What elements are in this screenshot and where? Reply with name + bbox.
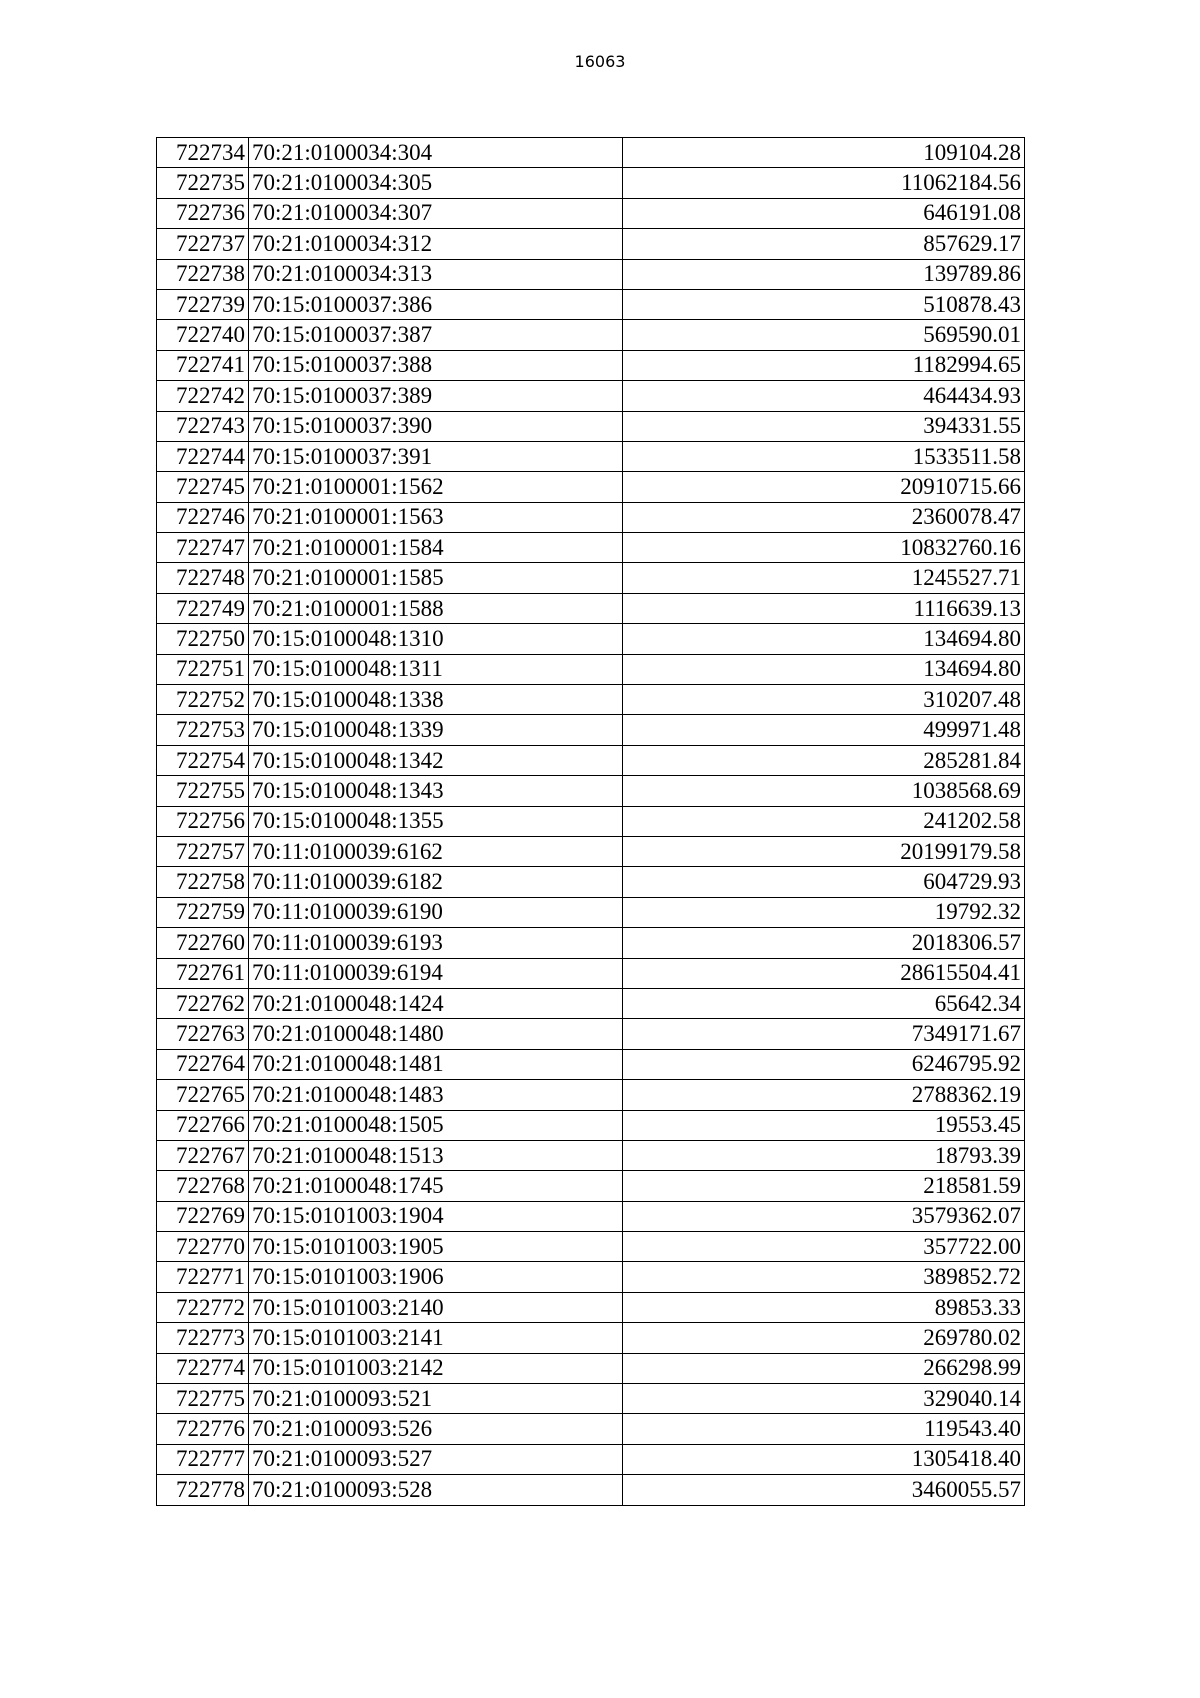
cadastral-number-cell: 70:21:0100001:1588 bbox=[249, 593, 623, 623]
table-row bbox=[157, 897, 1025, 927]
cadastral-number-cell: 70:21:0100034:312 bbox=[249, 229, 623, 259]
value-cell: 1116639.13 bbox=[623, 593, 1025, 623]
row-number-cell: 722759 bbox=[157, 897, 249, 927]
value-cell: 569590.01 bbox=[623, 320, 1025, 350]
row-number-cell: 722745 bbox=[157, 472, 249, 502]
cadastral-number-cell: 70:21:0100048:1480 bbox=[249, 1019, 623, 1049]
table-row bbox=[157, 1414, 1025, 1444]
row-number-cell: 722736 bbox=[157, 198, 249, 228]
cadastral-number-cell: 70:15:0100048:1338 bbox=[249, 685, 623, 715]
value-cell: 604729.93 bbox=[623, 867, 1025, 897]
cadastral-number-cell: 70:15:0100048:1310 bbox=[249, 624, 623, 654]
value-cell: 285281.84 bbox=[623, 745, 1025, 775]
cadastral-number-cell: 70:15:0101003:1904 bbox=[249, 1201, 623, 1231]
table-row bbox=[157, 1262, 1025, 1292]
row-number-cell: 722767 bbox=[157, 1140, 249, 1170]
cadastral-number-cell: 70:11:0100039:6194 bbox=[249, 958, 623, 988]
row-number-cell: 722735 bbox=[157, 168, 249, 198]
table-row bbox=[157, 1140, 1025, 1170]
value-cell: 394331.55 bbox=[623, 411, 1025, 441]
value-cell: 1533511.58 bbox=[623, 441, 1025, 471]
row-number-cell: 722747 bbox=[157, 533, 249, 563]
row-number-cell: 722737 bbox=[157, 229, 249, 259]
row-number-cell: 722764 bbox=[157, 1049, 249, 1079]
table-row bbox=[157, 168, 1025, 198]
cadastral-number-cell: 70:15:0101003:2141 bbox=[249, 1323, 623, 1353]
table-row bbox=[157, 836, 1025, 866]
table-row bbox=[157, 1475, 1025, 1505]
cadastral-number-cell: 70:21:0100034:304 bbox=[249, 138, 623, 168]
table-row bbox=[157, 776, 1025, 806]
row-number-cell: 722754 bbox=[157, 745, 249, 775]
table-row bbox=[157, 745, 1025, 775]
table-row bbox=[157, 1232, 1025, 1262]
value-cell: 19553.45 bbox=[623, 1110, 1025, 1140]
table-row bbox=[157, 411, 1025, 441]
value-cell: 20199179.58 bbox=[623, 836, 1025, 866]
cadastral-number-cell: 70:21:0100048:1513 bbox=[249, 1140, 623, 1170]
value-cell: 510878.43 bbox=[623, 289, 1025, 319]
cadastral-number-cell: 70:15:0101003:1906 bbox=[249, 1262, 623, 1292]
table-row bbox=[157, 1019, 1025, 1049]
row-number-cell: 722774 bbox=[157, 1353, 249, 1383]
row-number-cell: 722762 bbox=[157, 988, 249, 1018]
table-row bbox=[157, 502, 1025, 532]
cadastral-number-cell: 70:21:0100048:1483 bbox=[249, 1080, 623, 1110]
table-row bbox=[157, 715, 1025, 745]
cadastral-number-cell: 70:21:0100048:1505 bbox=[249, 1110, 623, 1140]
value-cell: 269780.02 bbox=[623, 1323, 1025, 1353]
row-number-cell: 722744 bbox=[157, 441, 249, 471]
row-number-cell: 722775 bbox=[157, 1384, 249, 1414]
row-number-cell: 722761 bbox=[157, 958, 249, 988]
row-number-cell: 722749 bbox=[157, 593, 249, 623]
cadastral-number-cell: 70:15:0100037:386 bbox=[249, 289, 623, 319]
value-cell: 11062184.56 bbox=[623, 168, 1025, 198]
value-cell: 3460055.57 bbox=[623, 1475, 1025, 1505]
value-cell: 499971.48 bbox=[623, 715, 1025, 745]
cadastral-number-cell: 70:21:0100001:1563 bbox=[249, 502, 623, 532]
table-row bbox=[157, 867, 1025, 897]
row-number-cell: 722742 bbox=[157, 381, 249, 411]
value-cell: 109104.28 bbox=[623, 138, 1025, 168]
table-row bbox=[157, 1201, 1025, 1231]
value-cell: 3579362.07 bbox=[623, 1201, 1025, 1231]
table-row bbox=[157, 988, 1025, 1018]
cadastral-number-cell: 70:15:0100037:390 bbox=[249, 411, 623, 441]
cadastral-number-cell: 70:11:0100039:6193 bbox=[249, 928, 623, 958]
table-row bbox=[157, 381, 1025, 411]
table-row bbox=[157, 563, 1025, 593]
cadastral-number-cell: 70:21:0100001:1584 bbox=[249, 533, 623, 563]
value-cell: 1245527.71 bbox=[623, 563, 1025, 593]
value-cell: 19792.32 bbox=[623, 897, 1025, 927]
cadastral-number-cell: 70:11:0100039:6162 bbox=[249, 836, 623, 866]
table-row bbox=[157, 533, 1025, 563]
cadastral-number-cell: 70:15:0101003:1905 bbox=[249, 1232, 623, 1262]
cadastral-value-table bbox=[156, 137, 1025, 1506]
value-cell: 2788362.19 bbox=[623, 1080, 1025, 1110]
cadastral-number-cell: 70:21:0100093:528 bbox=[249, 1475, 623, 1505]
cadastral-number-cell: 70:21:0100001:1585 bbox=[249, 563, 623, 593]
row-number-cell: 722743 bbox=[157, 411, 249, 441]
table-row bbox=[157, 654, 1025, 684]
cadastral-number-cell: 70:15:0100048:1343 bbox=[249, 776, 623, 806]
table-row bbox=[157, 350, 1025, 380]
table-row bbox=[157, 593, 1025, 623]
value-cell: 20910715.66 bbox=[623, 472, 1025, 502]
row-number-cell: 722746 bbox=[157, 502, 249, 532]
value-cell: 119543.40 bbox=[623, 1414, 1025, 1444]
table-row bbox=[157, 320, 1025, 350]
cadastral-number-cell: 70:21:0100093:527 bbox=[249, 1444, 623, 1474]
value-cell: 1305418.40 bbox=[623, 1444, 1025, 1474]
row-number-cell: 722769 bbox=[157, 1201, 249, 1231]
row-number-cell: 722734 bbox=[157, 138, 249, 168]
page-number: 16063 bbox=[574, 52, 626, 71]
row-number-cell: 722766 bbox=[157, 1110, 249, 1140]
row-number-cell: 722760 bbox=[157, 928, 249, 958]
row-number-cell: 722763 bbox=[157, 1019, 249, 1049]
cadastral-number-cell: 70:21:0100093:521 bbox=[249, 1384, 623, 1414]
value-cell: 218581.59 bbox=[623, 1171, 1025, 1201]
value-cell: 266298.99 bbox=[623, 1353, 1025, 1383]
cadastral-number-cell: 70:15:0100037:389 bbox=[249, 381, 623, 411]
value-cell: 10832760.16 bbox=[623, 533, 1025, 563]
cadastral-number-cell: 70:21:0100034:307 bbox=[249, 198, 623, 228]
table-row bbox=[157, 1384, 1025, 1414]
row-number-cell: 722751 bbox=[157, 654, 249, 684]
table-row bbox=[157, 958, 1025, 988]
value-cell: 310207.48 bbox=[623, 685, 1025, 715]
row-number-cell: 722778 bbox=[157, 1475, 249, 1505]
cadastral-number-cell: 70:15:0100048:1311 bbox=[249, 654, 623, 684]
table-row bbox=[157, 1049, 1025, 1079]
row-number-cell: 722777 bbox=[157, 1444, 249, 1474]
table-row bbox=[157, 198, 1025, 228]
value-cell: 89853.33 bbox=[623, 1292, 1025, 1322]
value-cell: 134694.80 bbox=[623, 624, 1025, 654]
cadastral-number-cell: 70:21:0100034:313 bbox=[249, 259, 623, 289]
value-cell: 139789.86 bbox=[623, 259, 1025, 289]
cadastral-number-cell: 70:15:0100048:1355 bbox=[249, 806, 623, 836]
table-row bbox=[157, 472, 1025, 502]
cadastral-number-cell: 70:21:0100034:305 bbox=[249, 168, 623, 198]
value-cell: 7349171.67 bbox=[623, 1019, 1025, 1049]
table-row bbox=[157, 1353, 1025, 1383]
table-body bbox=[157, 138, 1025, 1506]
table-row bbox=[157, 928, 1025, 958]
row-number-cell: 722738 bbox=[157, 259, 249, 289]
value-cell: 18793.39 bbox=[623, 1140, 1025, 1170]
row-number-cell: 722772 bbox=[157, 1292, 249, 1322]
row-number-cell: 722757 bbox=[157, 836, 249, 866]
row-number-cell: 722770 bbox=[157, 1232, 249, 1262]
table-row bbox=[157, 138, 1025, 168]
row-number-cell: 722740 bbox=[157, 320, 249, 350]
table-row bbox=[157, 1110, 1025, 1140]
table-row bbox=[157, 806, 1025, 836]
row-number-cell: 722752 bbox=[157, 685, 249, 715]
row-number-cell: 722748 bbox=[157, 563, 249, 593]
cadastral-number-cell: 70:15:0100037:391 bbox=[249, 441, 623, 471]
value-cell: 646191.08 bbox=[623, 198, 1025, 228]
cadastral-number-cell: 70:11:0100039:6182 bbox=[249, 867, 623, 897]
row-number-cell: 722776 bbox=[157, 1414, 249, 1444]
row-number-cell: 722741 bbox=[157, 350, 249, 380]
table-row bbox=[157, 1080, 1025, 1110]
row-number-cell: 722750 bbox=[157, 624, 249, 654]
table-row bbox=[157, 259, 1025, 289]
cadastral-number-cell: 70:15:0101003:2140 bbox=[249, 1292, 623, 1322]
value-cell: 389852.72 bbox=[623, 1262, 1025, 1292]
value-cell: 2360078.47 bbox=[623, 502, 1025, 532]
cadastral-number-cell: 70:15:0100037:387 bbox=[249, 320, 623, 350]
value-cell: 329040.14 bbox=[623, 1384, 1025, 1414]
value-cell: 1038568.69 bbox=[623, 776, 1025, 806]
cadastral-number-cell: 70:21:0100048:1424 bbox=[249, 988, 623, 1018]
value-cell: 134694.80 bbox=[623, 654, 1025, 684]
table-row bbox=[157, 624, 1025, 654]
table-row bbox=[157, 1323, 1025, 1353]
value-cell: 28615504.41 bbox=[623, 958, 1025, 988]
table-row bbox=[157, 1171, 1025, 1201]
value-cell: 2018306.57 bbox=[623, 928, 1025, 958]
row-number-cell: 722765 bbox=[157, 1080, 249, 1110]
cadastral-number-cell: 70:15:0100048:1339 bbox=[249, 715, 623, 745]
value-cell: 357722.00 bbox=[623, 1232, 1025, 1262]
cadastral-number-cell: 70:11:0100039:6190 bbox=[249, 897, 623, 927]
cadastral-number-cell: 70:15:0100037:388 bbox=[249, 350, 623, 380]
value-cell: 241202.58 bbox=[623, 806, 1025, 836]
value-cell: 1182994.65 bbox=[623, 350, 1025, 380]
row-number-cell: 722755 bbox=[157, 776, 249, 806]
cadastral-number-cell: 70:21:0100048:1745 bbox=[249, 1171, 623, 1201]
row-number-cell: 722768 bbox=[157, 1171, 249, 1201]
value-cell: 6246795.92 bbox=[623, 1049, 1025, 1079]
table-row bbox=[157, 685, 1025, 715]
table-row bbox=[157, 441, 1025, 471]
row-number-cell: 722739 bbox=[157, 289, 249, 319]
cadastral-number-cell: 70:21:0100093:526 bbox=[249, 1414, 623, 1444]
cadastral-number-cell: 70:15:0101003:2142 bbox=[249, 1353, 623, 1383]
value-cell: 65642.34 bbox=[623, 988, 1025, 1018]
value-cell: 857629.17 bbox=[623, 229, 1025, 259]
value-cell: 464434.93 bbox=[623, 381, 1025, 411]
row-number-cell: 722773 bbox=[157, 1323, 249, 1353]
cadastral-number-cell: 70:21:0100048:1481 bbox=[249, 1049, 623, 1079]
table-row bbox=[157, 289, 1025, 319]
row-number-cell: 722771 bbox=[157, 1262, 249, 1292]
table-row bbox=[157, 1292, 1025, 1322]
row-number-cell: 722758 bbox=[157, 867, 249, 897]
cadastral-number-cell: 70:21:0100001:1562 bbox=[249, 472, 623, 502]
row-number-cell: 722756 bbox=[157, 806, 249, 836]
cadastral-number-cell: 70:15:0100048:1342 bbox=[249, 745, 623, 775]
table-row bbox=[157, 229, 1025, 259]
table-row bbox=[157, 1444, 1025, 1474]
row-number-cell: 722753 bbox=[157, 715, 249, 745]
